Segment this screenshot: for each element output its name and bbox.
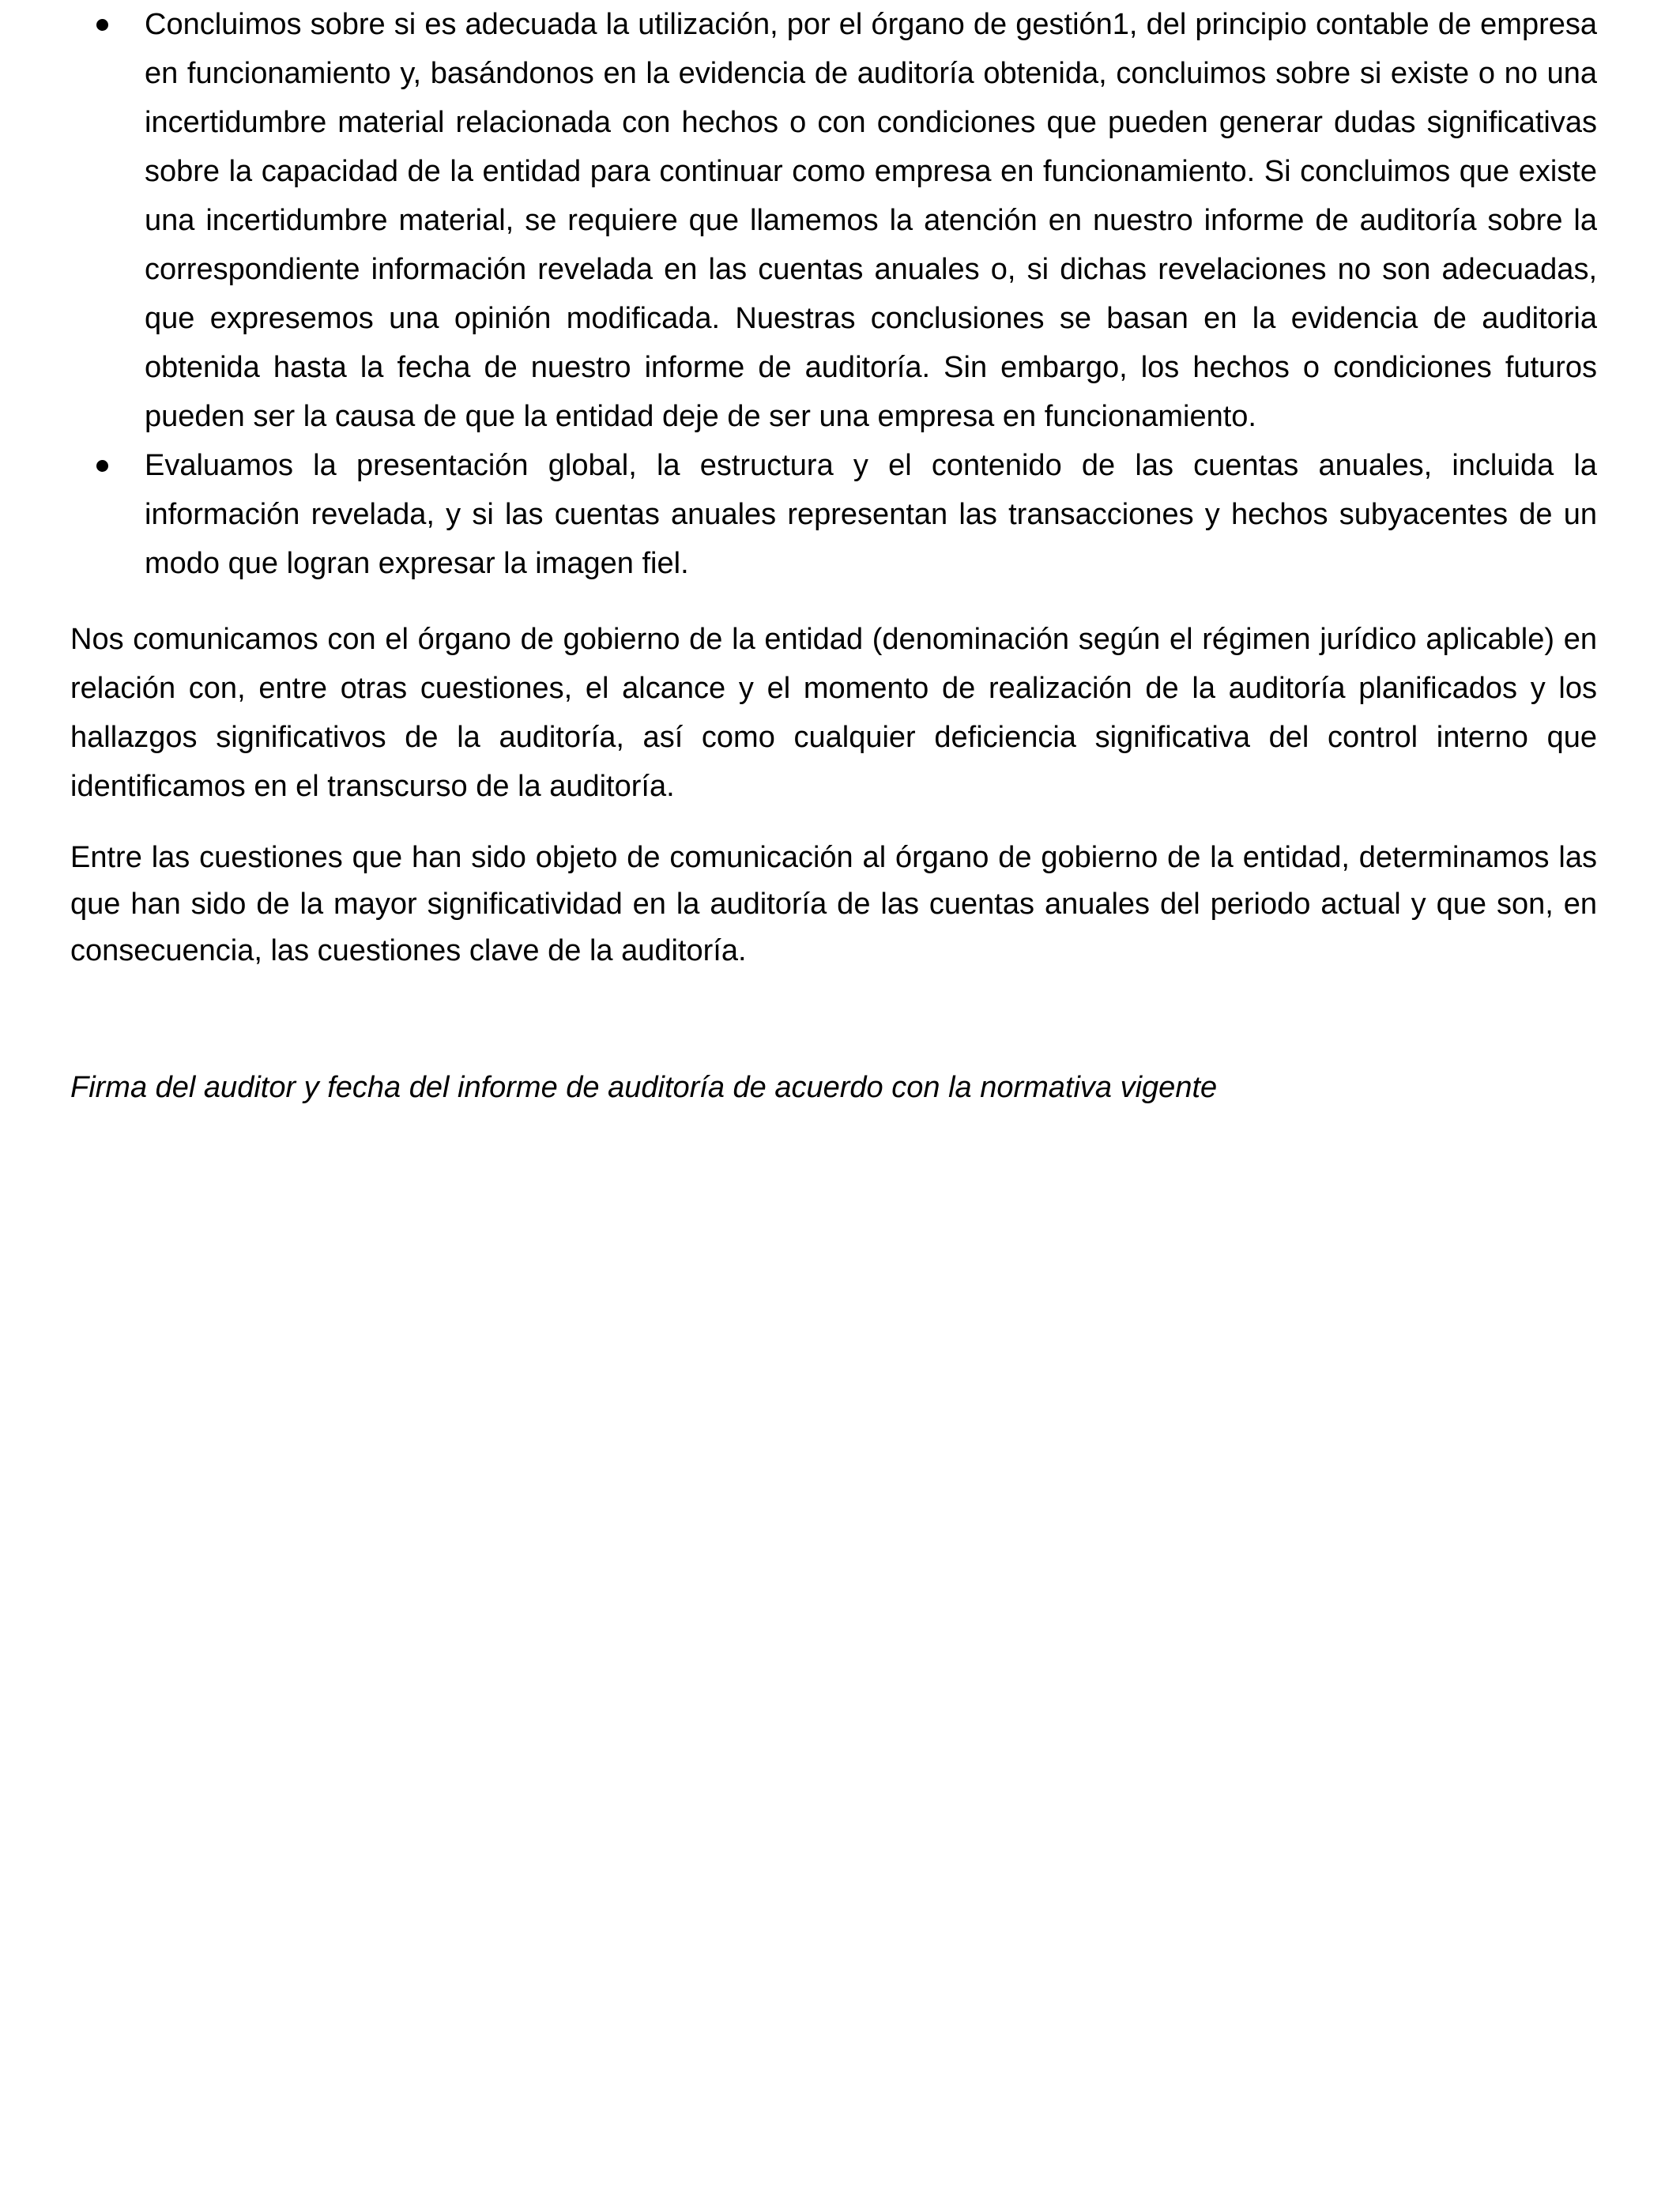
paragraph-key-audit-matters: Entre las cuestiones que han sido objeto de comunicación al órgano de gobierno de la entidad, determinamos las que han sido de la mayor significatividad en la auditoría de las cuentas anuales del periodo actual y que son, en consecuencia, las cuestiones clave de la auditoría. <box>70 841 1597 967</box>
bullet-icon <box>96 460 108 472</box>
bullet-list <box>70 0 1597 588</box>
signature-line: Firma del auditor y fecha del informe de auditoría de acuerdo con la normativa vigente <box>70 1071 1218 1104</box>
paragraph-governance-communication: Nos comunicamos con el órgano de gobierno de la entidad (denominación según el régimen jurídico aplicable) en relación con, entre otras cuestiones, el alcance y el momento de realización de la auditoría planificados y los hallazgos significativos de la auditoría, así como cualquier deficiencia significativa del control interno que identificamos en el transcurso de la auditoría. <box>70 623 1597 803</box>
bullet-item-going-concern <box>70 0 1597 441</box>
document-body <box>70 0 1597 1112</box>
bullet-item-presentation <box>70 441 1597 588</box>
bullet-icon <box>96 19 108 31</box>
bullet-text: Concluimos sobre si es adecuada la utilización, por el órgano de gestión1, del principio contable de empresa en funcionamiento y, basándonos en la evidencia de auditoría obtenida, concluimos sobre si existe o no una incertidumbre material relacionada con hechos o con condiciones que pueden generar dudas significativas sobre la capacidad de la entidad para continuar como empresa en funcionamiento. Si concluimos que existe una incertidumbre material, se requiere que llamemos la atención en nuestro informe de auditoría sobre la correspondiente información revelada en las cuentas anuales o, si dichas revelaciones no son adecuadas, que expresemos una opinión modificada. Nuestras conclusiones se basan en la evidencia de auditoria obtenida hasta la fecha de nuestro informe de auditoría. Sin embargo, los hechos o condiciones futuros pueden ser la causa de que la entidad deje de ser una empresa en funcionamiento. <box>145 8 1597 433</box>
bullet-text: Evaluamos la presentación global, la estructura y el contenido de las cuentas anuales, incluida la información revelada, y si las cuentas anuales representan las transacciones y hechos subyacentes de un modo que logran expresar la imagen fiel. <box>145 449 1597 580</box>
